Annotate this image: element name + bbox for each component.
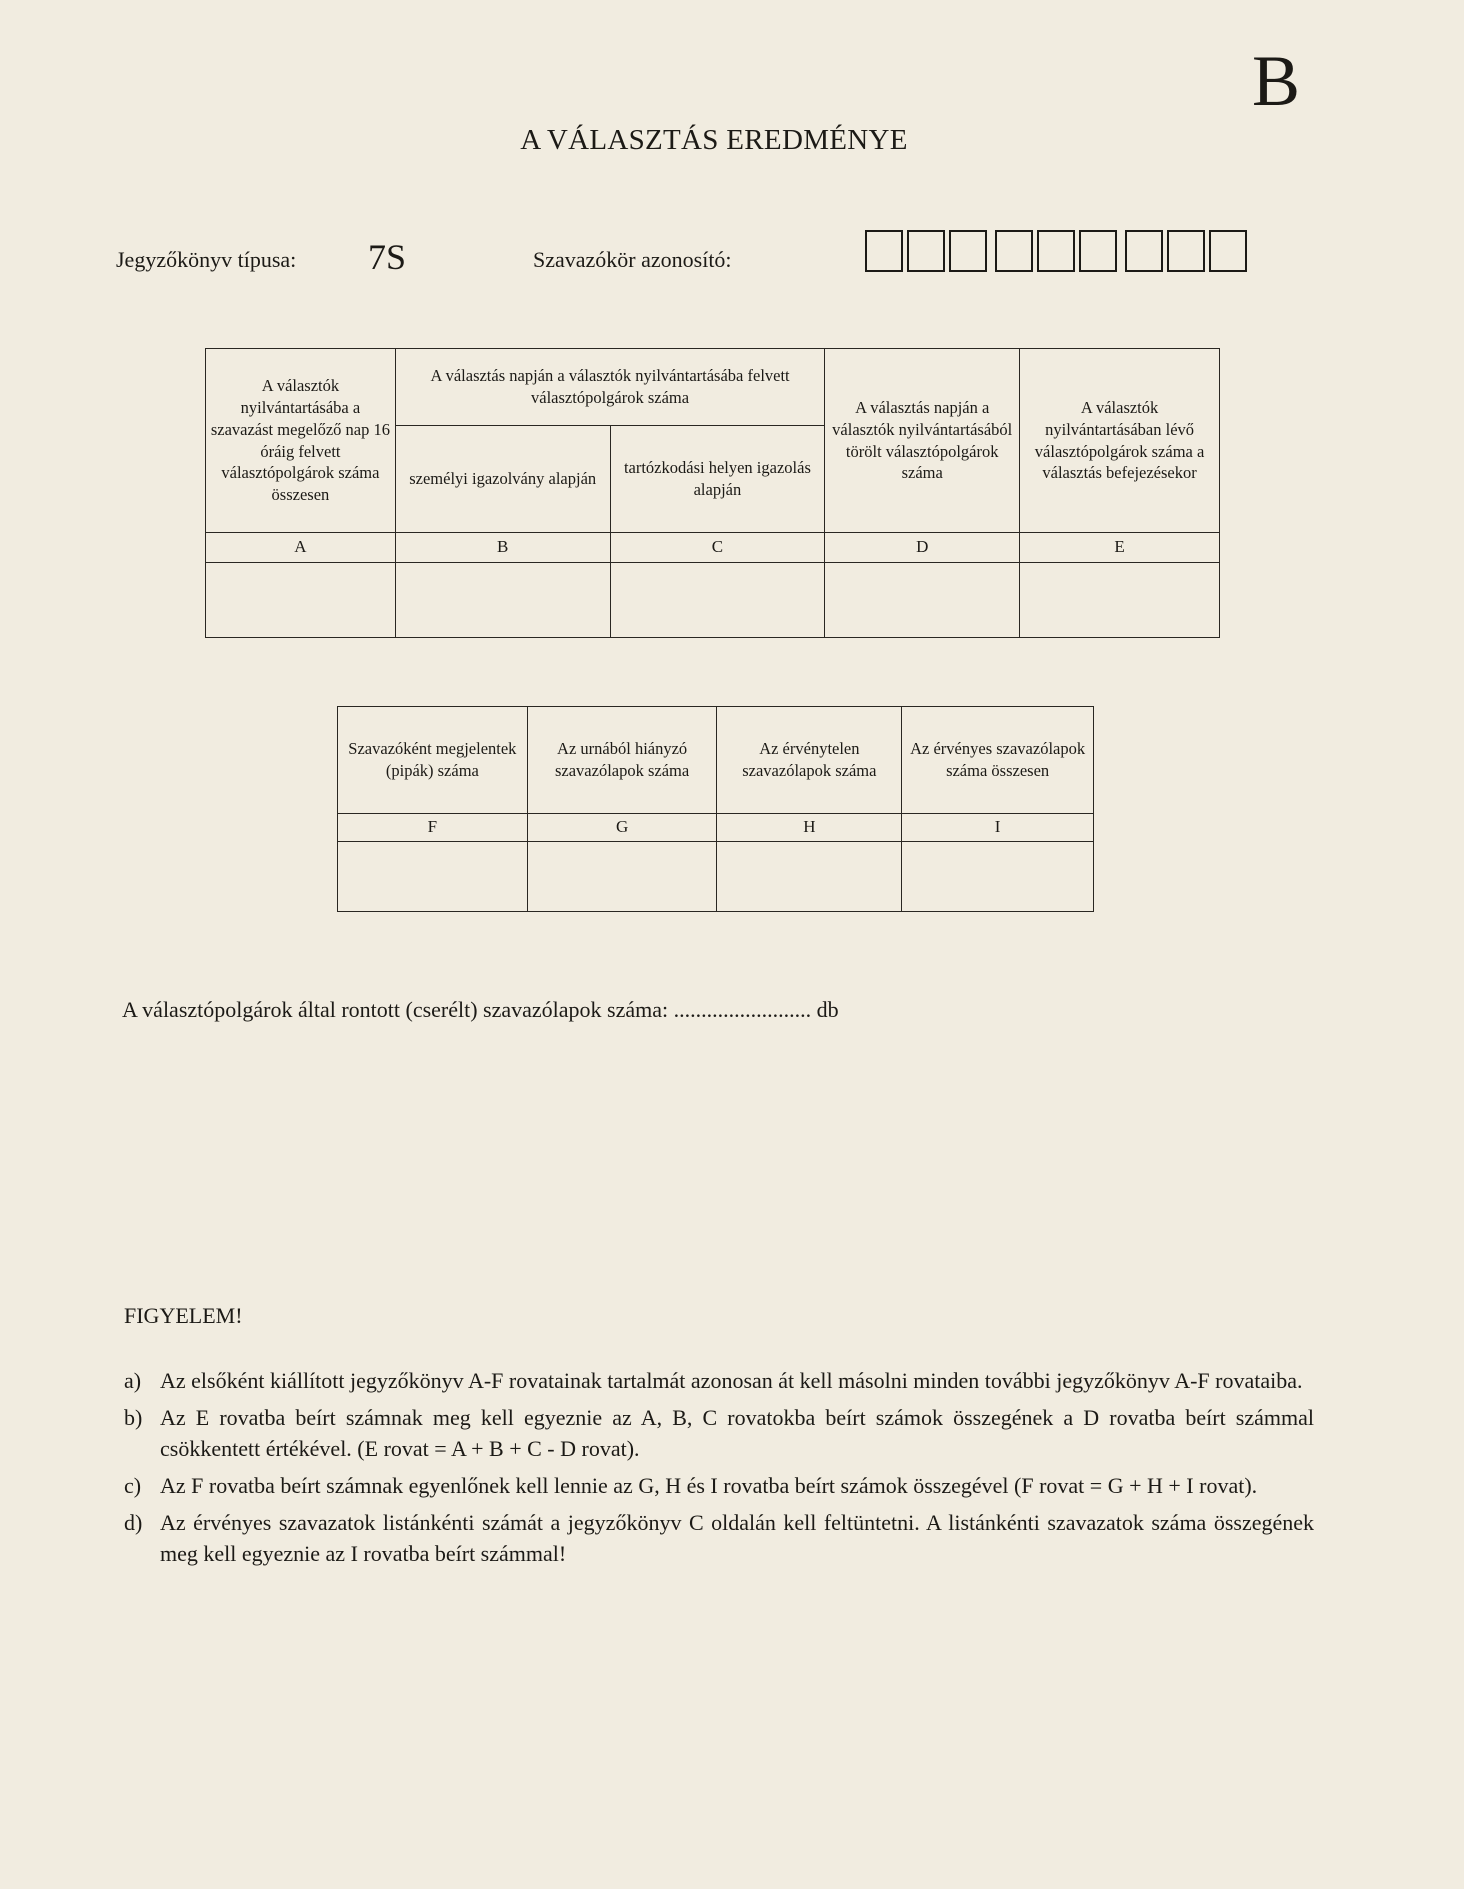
attention-notes	[124, 1366, 1314, 1576]
letter-i: I	[902, 814, 1094, 842]
id-digit-box[interactable]	[1167, 230, 1205, 272]
letter-g: G	[527, 814, 717, 842]
note-text: Az F rovatba beírt számnak egyenlőnek kell lennie az G, H és I rovatba beírt számok összegével (F rovat = G + H + I rovat).	[160, 1473, 1258, 1499]
polling-station-id-boxes	[865, 230, 1247, 272]
letter-b: B	[395, 533, 610, 563]
id-box-group	[1125, 230, 1247, 272]
value-cell-h[interactable]	[717, 842, 902, 912]
id-digit-box[interactable]	[1209, 230, 1247, 272]
note-item	[124, 1366, 1314, 1396]
value-cell-e[interactable]	[1020, 563, 1220, 638]
note-text: Az elsőként kiállított jegyzőkönyv A-F rovatainak tartalmát azonosan át kell másolni minden további jegyzőkönyv A-F rovataiba.	[160, 1368, 1303, 1393]
letter-f: F	[338, 814, 528, 842]
header-col-g: Az urnából hiányzó szavazólapok száma	[527, 707, 717, 814]
header-col-f: Szavazóként megjelentek (pipák) száma	[338, 707, 528, 814]
value-cell-i[interactable]	[902, 842, 1094, 912]
header-col-b: személyi igazolvány alapján	[395, 426, 610, 533]
id-digit-box[interactable]	[1079, 230, 1117, 272]
id-box-group	[995, 230, 1117, 272]
header-col-c: tartózkodási helyen igazolás alapján	[610, 426, 825, 533]
attention-heading: FIGYELEM!	[124, 1303, 243, 1328]
value-cell-d[interactable]	[825, 563, 1020, 638]
header-col-bc-group: A választás napján a választók nyilvántartásába felvett választópolgárok száma	[395, 349, 824, 426]
page-letter: B	[1252, 41, 1301, 121]
header-col-h: Az érvénytelen szavazólapok száma	[717, 707, 902, 814]
value-cell-b[interactable]	[395, 563, 610, 638]
note-item	[124, 1508, 1314, 1569]
id-digit-box[interactable]	[1125, 230, 1163, 272]
ballot-count-table	[337, 706, 1094, 912]
id-digit-box[interactable]	[907, 230, 945, 272]
note-label: c)	[124, 1473, 142, 1499]
note-label: d)	[124, 1510, 143, 1536]
page-title: A VÁLASZTÁS EREDMÉNYE	[520, 124, 908, 156]
value-cell-c[interactable]	[610, 563, 825, 638]
id-digit-box[interactable]	[1037, 230, 1075, 272]
note-item	[124, 1471, 1314, 1501]
voter-register-table	[205, 348, 1220, 638]
letter-h: H	[717, 814, 902, 842]
value-cell-g[interactable]	[527, 842, 717, 912]
note-text: Az E rovatba beírt számnak meg kell egyeznie az A, B, C rovatokba beírt számok összegének a D rovatba beírt számmal csökkentett értékével. (E rovat = A + B + C - D rovat).	[160, 1405, 1314, 1461]
id-digit-box[interactable]	[995, 230, 1033, 272]
header-col-a: A választók nyilvántartásába a szavazást megelőző nap 16 óráig felvett választópolgárok száma összesen	[206, 349, 396, 533]
value-cell-f[interactable]	[338, 842, 528, 912]
spoiled-ballots-line: A választópolgárok által rontott (cserélt) szavazólapok száma: ......................... db	[122, 997, 839, 1022]
id-digit-box[interactable]	[949, 230, 987, 272]
note-item	[124, 1403, 1314, 1464]
header-col-i: Az érvényes szavazólapok száma összesen	[902, 707, 1094, 814]
note-text: Az érvényes szavazatok listánkénti számát a jegyzőkönyv C oldalán kell feltüntetni. A listánkénti szavazatok száma összegének meg kell egyeznie az I rovatba beírt számmal!	[160, 1510, 1314, 1566]
note-label: a)	[124, 1368, 142, 1393]
value-cell-a[interactable]	[206, 563, 396, 638]
letter-d: D	[825, 533, 1020, 563]
letter-a: A	[206, 533, 396, 563]
header-col-e: A választók nyilvántartásában lévő választópolgárok száma a választás befejezésekor	[1020, 349, 1220, 533]
letter-e: E	[1020, 533, 1220, 563]
header-col-d: A választás napján a választók nyilvántartásából törölt választópolgárok száma	[825, 349, 1020, 533]
id-digit-box[interactable]	[865, 230, 903, 272]
polling-station-label: Szavazókör azonosító:	[533, 247, 732, 272]
protocol-type-label: Jegyzőkönyv típusa:	[116, 247, 297, 272]
note-label: b)	[124, 1405, 143, 1431]
protocol-type-value: 7S	[368, 237, 407, 277]
letter-c: C	[610, 533, 825, 563]
id-box-group	[865, 230, 987, 272]
